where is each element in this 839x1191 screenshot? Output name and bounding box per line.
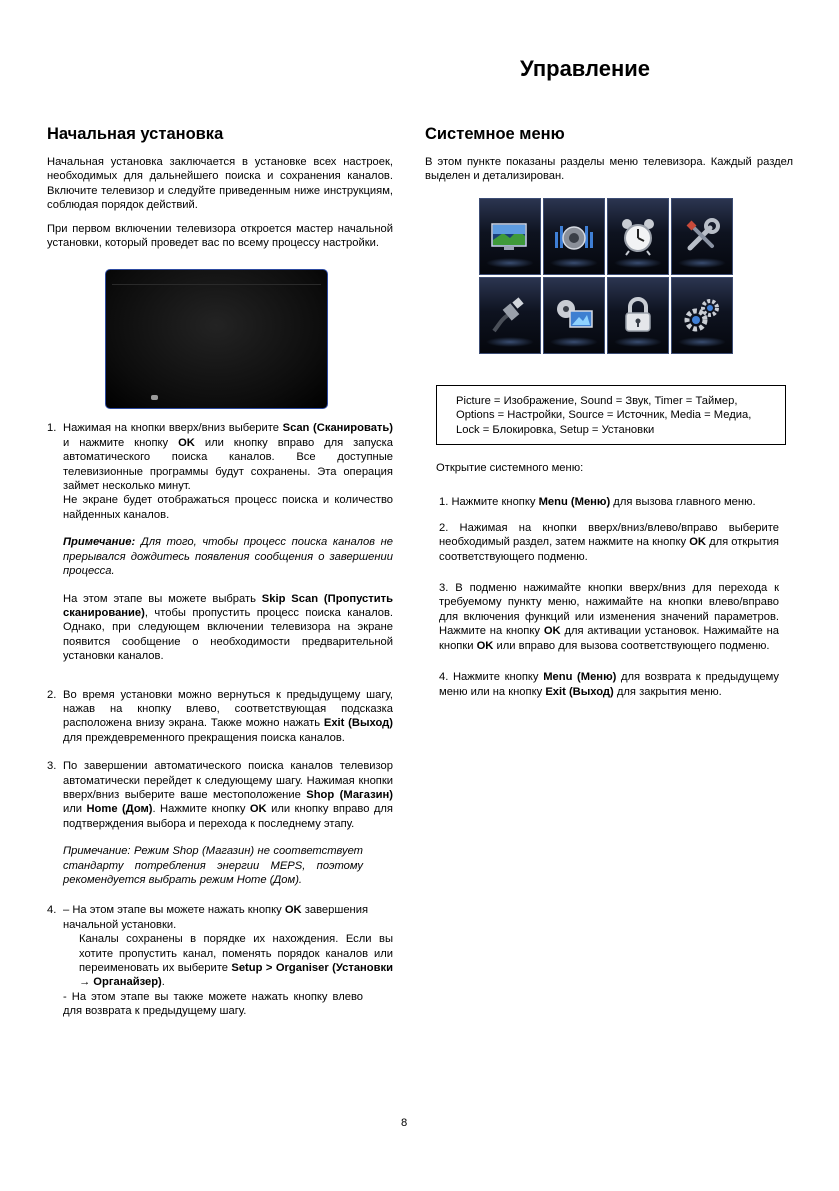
step-number: 1. bbox=[47, 422, 57, 435]
step-3-text: По завершении автоматического поиска каналов телевизор автоматически перейдет к следующему шагу. Нажимая кнопки вверх/вниз выберите ваше местоположение Shop (Магазин) или Home (Дом). Нажмите кнопку OK или кнопку вправо для подтверждения выбора и перехода к последнему этапу. bbox=[63, 760, 393, 830]
step-1-note: Примечание: Для того, чтобы процесс поиска каналов не прерывался дождитесь появления сообщения о завершении процесса. bbox=[63, 536, 393, 578]
menu-icon-grid bbox=[479, 198, 793, 354]
alarm-clock-icon bbox=[616, 214, 660, 258]
menu-step-2: 2. Нажимая на кнопки вверх/вниз/влево/вправо выберите необходимый раздел, затем нажмите на кнопку OK для открытия соответствующего подменю. bbox=[439, 521, 779, 563]
initial-setup-title: Начальная установка bbox=[47, 125, 224, 143]
tv-screen-highlight bbox=[112, 284, 321, 285]
menu-legend-box: Picture = Изображение, Sound = Звук, Timer = Таймер, Options = Настройки, Source = Источник, Media = Медиа, Lock = Блокировка, Setup = Установки bbox=[436, 385, 786, 445]
tv-led-indicator bbox=[151, 395, 158, 400]
initial-setup-intro: Начальная установка заключается в установке всех настроек, необходимых для дальнейшего поиска и сохранения каналов. Включите телевизор и следуйте приведенным ниже инструкциям, соблюдая порядок действий. bbox=[47, 156, 393, 212]
tools-icon bbox=[680, 214, 724, 258]
step-number: 2. bbox=[47, 688, 57, 701]
tile-glow bbox=[678, 337, 726, 347]
tile-glow bbox=[614, 337, 662, 347]
menu-step-3: 3. В подменю нажимайте кнопки вверх/вниз для перехода к требуемому пункту меню, нажимайте на кнопки влево/вправо для включения функций или изменения значений параметров. Нажмите на кнопку OK для активации установок. Нажимайте на кнопки OK или вправо для вызова соответствующего подменю. bbox=[439, 582, 780, 652]
step-1-skip-text: На этом этапе вы можете выбрать Skip Scan (Пропустить сканирование), чтобы пропустить процесс поиска каналов. Однако, при следующем включении телевизора на экране появится сообщение о необходимости предварительной установки каналов. bbox=[63, 592, 393, 663]
cable-plug-icon bbox=[488, 293, 532, 337]
menu-instructions bbox=[439, 495, 793, 698]
menu-tile-options bbox=[671, 198, 733, 275]
page-number: 8 bbox=[401, 1117, 408, 1129]
padlock-icon bbox=[616, 293, 660, 337]
open-menu-title: Открытие системного меню: bbox=[436, 462, 584, 475]
setup-step-1 bbox=[47, 421, 393, 663]
tile-glow bbox=[678, 258, 726, 268]
menu-tile-sound bbox=[543, 198, 605, 275]
system-menu-title: Системное меню bbox=[425, 125, 565, 143]
tile-glow bbox=[486, 337, 534, 347]
tile-glow bbox=[486, 258, 534, 268]
menu-tile-timer bbox=[607, 198, 669, 275]
system-menu-column bbox=[425, 124, 793, 710]
tile-glow bbox=[550, 337, 598, 347]
menu-tile-media bbox=[543, 277, 605, 354]
initial-setup-intro2: При первом включении телевизора откроется мастер начальной установки, который проведет вас по всему процессу настройки. bbox=[47, 222, 393, 250]
system-menu-intro: В этом пункте показаны разделы меню телевизора. Каждый раздел выделен и детализирован. bbox=[425, 156, 793, 183]
initial-setup-column bbox=[47, 124, 393, 1019]
step-1-progress-text: Не экране будет отображаться процесс поиска и количество найденных каналов. bbox=[63, 494, 393, 521]
film-reel-icon bbox=[552, 293, 596, 337]
setup-step-2 bbox=[47, 688, 393, 746]
sound-icon bbox=[552, 214, 596, 258]
setup-step-3 bbox=[47, 759, 393, 887]
menu-tile-lock bbox=[607, 277, 669, 354]
step-4-back-text: - На этом этапе вы также можете нажать кнопку влево для возврата к предыдущему шагу. bbox=[63, 990, 363, 1018]
menu-step-1: 1. Нажмите кнопку Menu (Меню) для вызова главного меню. bbox=[439, 496, 756, 509]
picture-icon bbox=[488, 214, 532, 258]
setup-step-4 bbox=[47, 903, 393, 1018]
tile-glow bbox=[550, 258, 598, 268]
menu-tile-source bbox=[479, 277, 541, 354]
gears-icon bbox=[680, 293, 724, 337]
tile-glow bbox=[614, 258, 662, 268]
step-number: 4. bbox=[47, 904, 57, 917]
step-4-text: – На этом этапе вы можете нажать кнопку OK завершения начальной установки. bbox=[63, 904, 369, 931]
step-2-text: Во время установки можно вернуться к предыдущему шагу, нажав на кнопку влево, соответствующая подсказка расположена внизу экрана. Также можно нажать Exit (Выход) для преждевременного прекращения поиска каналов. bbox=[63, 688, 393, 744]
menu-tile-setup bbox=[671, 277, 733, 354]
step-number: 3. bbox=[47, 760, 57, 773]
step-4-channels-text: Каналы сохранены в порядке их нахождения. Если вы хотите пропустить канал, поменять порядок каналов или переименовать их выберите Setup > Organiser (Установки → Органайзер). bbox=[79, 933, 393, 989]
page-title: Управление bbox=[520, 56, 651, 81]
menu-tile-picture bbox=[479, 198, 541, 275]
menu-step-4: 4. Нажмите кнопку Menu (Меню) для возврата к предыдущему меню или на кнопку Exit (Выход) для закрытия меню. bbox=[439, 671, 779, 698]
tv-screen-illustration bbox=[105, 269, 328, 409]
step-1-text: Нажимая на кнопки вверх/вниз выберите Scan (Сканировать) и нажмите кнопку OK или кнопку вправо для запуска автоматического поиска каналов. Все доступные телевизионные программы будут сохранены. Эта операция займет несколько минут. bbox=[63, 422, 394, 493]
step-3-note: Примечание: Режим Shop (Магазин) не соответствует стандарту потребления энергии MEPS, поэтому рекомендуется выбрать режим Home (Дом). bbox=[63, 845, 363, 886]
